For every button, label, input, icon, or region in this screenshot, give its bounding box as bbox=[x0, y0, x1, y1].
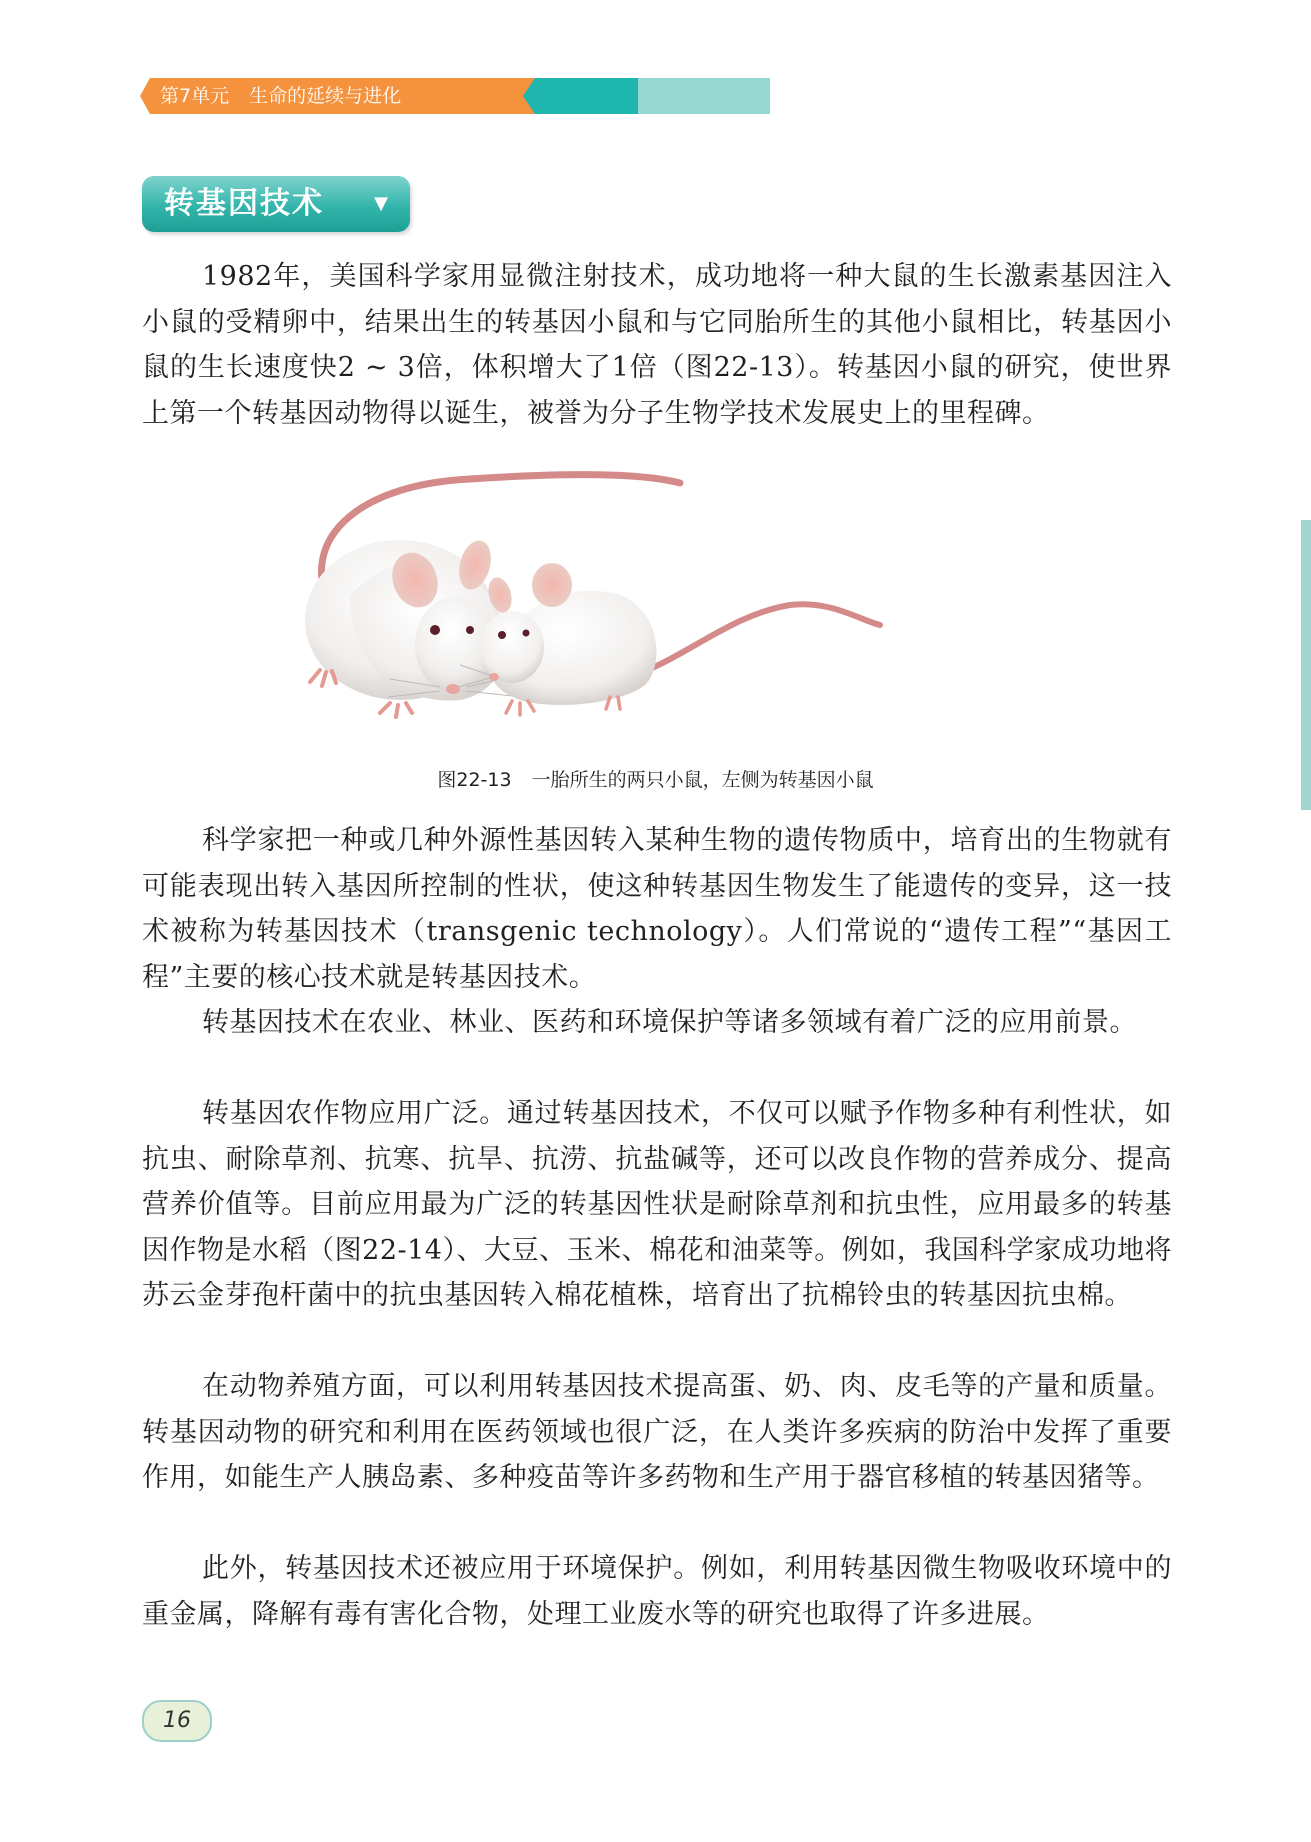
unit-number: 第7单元 bbox=[160, 85, 230, 107]
mice-illustration bbox=[290, 465, 1050, 755]
section-title-badge bbox=[142, 176, 410, 232]
figure-caption bbox=[0, 765, 1311, 792]
paragraph-2: 科学家把一种或几种外源性基因转入某种生物的遗传物质中，培育出的生物就有可能表现出转入基因所控制的性状，使这种转基因生物发生了能遗传的变异，这一技术被称为转基因技术（transgenic technology）。人们常说的“遗传工程”“基因工程”主要的核心技术就是转基因技术。 bbox=[142, 825, 1172, 993]
paragraph-1: 1982年，美国科学家用显微注射技术，成功地将一种大鼠的生长激素基因注入小鼠的受精卵中，结果出生的转基因小鼠和与它同胎所生的其他小鼠相比，转基因小鼠的生长速度快2 ~ 3倍，体积增大了1倍（图22-13）。转基因小鼠的研究，使世界上第一个转基因动物得以诞生，被誉为分子生物学技术发展史上的里程碑。 bbox=[142, 261, 1172, 429]
figure-caption-text: 一胎所生的两只小鼠，左侧为转基因小鼠 bbox=[531, 769, 874, 791]
paragraph-5: 在动物养殖方面，可以利用转基因技术提高蛋、奶、肉、皮毛等的产量和质量。转基因动物的研究和利用在医药领域也很广泛，在人类许多疾病的防治中发挥了重要作用，如能生产人胰岛素、多种疫苗等许多药物和生产用于器官移植的转基因猪等。 bbox=[142, 1371, 1172, 1493]
figure-number: 图22-13 bbox=[437, 769, 512, 791]
page-number: 16 bbox=[142, 1700, 212, 1742]
header-teal-segment bbox=[523, 78, 648, 114]
unit-header-bar bbox=[140, 78, 770, 114]
figure-two-mice bbox=[290, 465, 1050, 755]
paragraph-3: 转基因技术在农业、林业、医药和环境保护等诸多领域有着广泛的应用前景。 bbox=[202, 1007, 1137, 1038]
paragraph-6: 此外，转基因技术还被应用于环境保护。例如，利用转基因微生物吸收环境中的重金属，降解有毒有害化合物，处理工业废水等的研究也取得了许多进展。 bbox=[142, 1553, 1172, 1630]
edge-tab-decoration bbox=[1301, 520, 1311, 810]
unit-title: 生命的延续与进化 bbox=[249, 85, 402, 107]
header-light-teal-segment bbox=[638, 78, 770, 114]
unit-header-text bbox=[160, 78, 401, 114]
triangle-down-icon: ▼ bbox=[374, 193, 388, 214]
section-title: 转基因技术 bbox=[164, 186, 324, 221]
paragraph-4: 转基因农作物应用广泛。通过转基因技术，不仅可以赋予作物多种有利性状，如抗虫、耐除草剂、抗寒、抗旱、抗涝、抗盐碱等，还可以改良作物的营养成分、提高营养价值等。目前应用最为广泛的转基因性状是耐除草剂和抗虫性，应用最多的转基因作物是水稻（图22-14）、大豆、玉米、棉花和油菜等。例如，我国科学家成功地将苏云金芽孢杆菌中的抗虫基因转入棉花植株，培育出了抗棉铃虫的转基因抗虫棉。 bbox=[142, 1098, 1172, 1311]
